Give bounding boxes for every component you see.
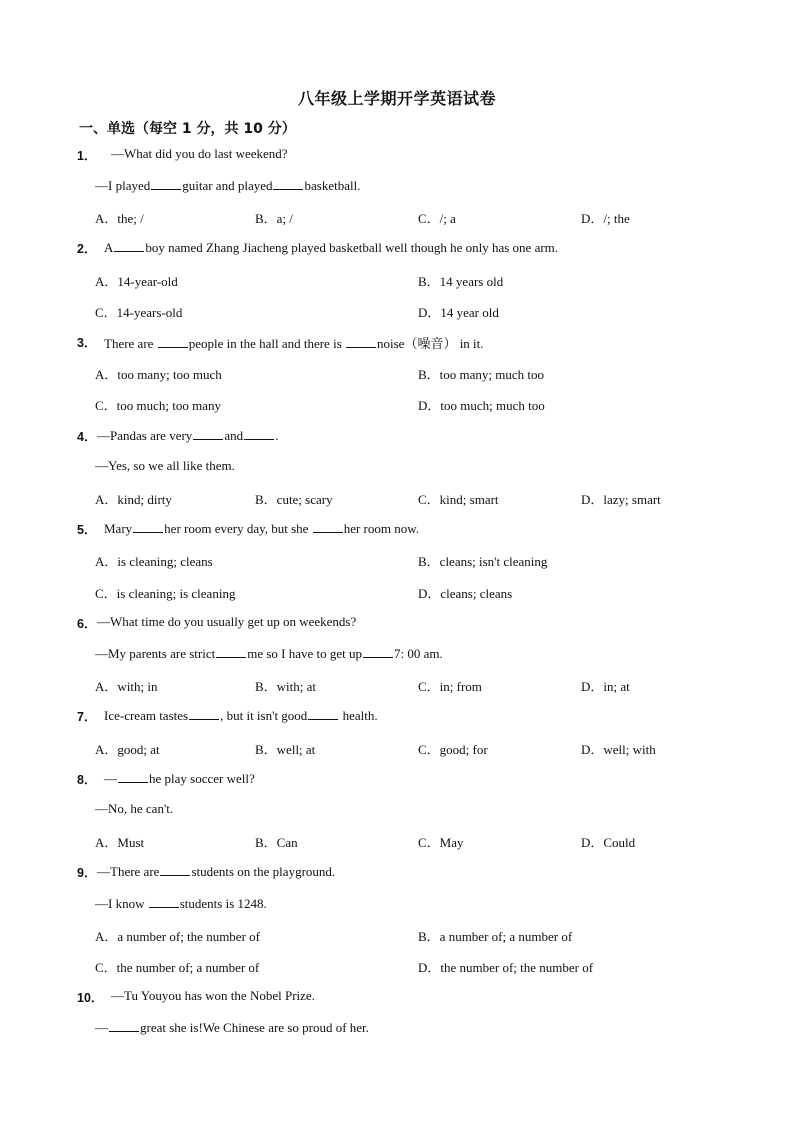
option-c[interactable]: C．May — [418, 835, 464, 850]
option-c[interactable]: C．too much; too many — [95, 398, 222, 413]
options-row — [0, 583, 794, 603]
option-d[interactable]: D．the number of; the number of — [418, 960, 594, 975]
answer-blank — [244, 427, 274, 440]
answer-blank — [216, 645, 246, 658]
option-d[interactable]: D．/; the — [581, 211, 630, 226]
question-number: 3． — [77, 336, 97, 350]
option-d[interactable]: D．Could — [581, 835, 636, 850]
answer-blank — [346, 335, 376, 348]
option-c[interactable]: C．in; from — [418, 679, 482, 694]
options-row — [0, 739, 794, 759]
option-b[interactable]: B．well; at — [255, 742, 316, 757]
option-b[interactable]: B．cleans; isn't cleaning — [418, 554, 548, 569]
options-row — [0, 832, 794, 852]
option-c[interactable]: C．is cleaning; is cleaning — [95, 586, 236, 601]
question-number: 9． — [77, 866, 97, 880]
question-1 — [0, 146, 794, 166]
question-text: Ice-cream tastes , but it isn't good health. — [104, 708, 378, 723]
option-b[interactable]: B．Can — [255, 835, 298, 850]
option-c[interactable]: C．/; a — [418, 211, 456, 226]
question-text: —Yes, so we all like them. — [95, 458, 235, 473]
option-b[interactable]: B．with; at — [255, 679, 317, 694]
option-b[interactable]: B．14 years old — [418, 274, 504, 289]
question-line — [0, 177, 794, 197]
options-row — [0, 489, 794, 509]
option-c[interactable]: C．14-years-old — [95, 305, 183, 320]
question-5 — [0, 520, 794, 540]
option-d[interactable]: D．cleans; cleans — [418, 586, 513, 601]
option-b[interactable]: B．too many; much too — [418, 367, 545, 382]
answer-blank — [151, 177, 181, 190]
question-line — [0, 1019, 794, 1039]
question-line — [0, 895, 794, 915]
question-text: —Tu Youyou has won the Nobel Prize. — [111, 988, 315, 1003]
question-text: Mary her room every day, but she her room now. — [104, 521, 420, 536]
section-heading: 一、单选（每空 1 分，共 10 分） — [79, 121, 296, 137]
question-number: 1． — [77, 149, 97, 163]
question-8 — [0, 770, 794, 790]
option-d[interactable]: D．too much; much too — [418, 398, 545, 413]
answer-blank — [273, 177, 303, 190]
option-a[interactable]: A．with; in — [95, 679, 158, 694]
answer-blank — [133, 520, 163, 533]
option-a[interactable]: A．too many; too much — [95, 367, 222, 382]
question-text: —There are students on the playground. — [97, 864, 336, 879]
question-number: 10． — [77, 991, 104, 1005]
option-a[interactable]: A．good; at — [95, 742, 160, 757]
option-b[interactable]: B．cute; scary — [255, 492, 333, 507]
question-line — [0, 645, 794, 665]
question-number: 8． — [77, 773, 97, 787]
question-line — [0, 458, 794, 478]
options-row — [0, 676, 794, 696]
question-text: —My parents are strict me so I have to get up 7: 00 am. — [95, 646, 443, 661]
options-row — [0, 302, 794, 322]
answer-blank — [308, 707, 338, 720]
question-4 — [0, 427, 794, 447]
question-number: 5． — [77, 523, 97, 537]
question-10 — [0, 988, 794, 1008]
question-text: —What did you do last weekend? — [111, 146, 288, 161]
options-row — [0, 395, 794, 415]
answer-blank — [189, 707, 219, 720]
options-row — [0, 926, 794, 946]
question-number: 6． — [77, 617, 97, 631]
answer-blank — [363, 645, 393, 658]
option-a[interactable]: A．kind; dirty — [95, 492, 172, 507]
option-c[interactable]: C．good; for — [418, 742, 488, 757]
option-d[interactable]: D．in; at — [581, 679, 630, 694]
option-d[interactable]: D．14 year old — [418, 305, 499, 320]
question-text: —What time do you usually get up on weekends? — [97, 614, 357, 629]
options-row — [0, 271, 794, 291]
option-c[interactable]: C．the number of; a number of — [95, 960, 260, 975]
answer-blank — [158, 335, 188, 348]
option-b[interactable]: B．a number of; a number of — [418, 929, 573, 944]
answer-blank — [118, 770, 148, 783]
option-a[interactable]: A．a number of; the number of — [95, 929, 260, 944]
answer-blank — [149, 895, 179, 908]
question-number: 2． — [77, 242, 97, 256]
question-2 — [0, 239, 794, 259]
option-a[interactable]: A．Must — [95, 835, 145, 850]
answer-blank — [114, 239, 144, 252]
option-a[interactable]: A．14-year-old — [95, 274, 178, 289]
options-row — [0, 551, 794, 571]
question-6 — [0, 614, 794, 634]
question-text: — great she is!We Chinese are so proud of her. — [95, 1020, 369, 1035]
answer-blank — [313, 520, 343, 533]
answer-blank — [193, 427, 223, 440]
question-number: 4． — [77, 430, 97, 444]
question-text: —No, he can't. — [95, 801, 174, 816]
options-row — [0, 364, 794, 384]
page-title: 八年级上学期开学英语试卷 — [297, 89, 496, 108]
answer-blank — [160, 863, 190, 876]
option-d[interactable]: D．lazy; smart — [581, 492, 661, 507]
answer-blank — [109, 1019, 139, 1032]
question-text: There are people in the hall and there is noise（噪音） in it. — [104, 336, 484, 351]
question-text: — he play soccer well? — [104, 771, 255, 786]
options-row — [0, 957, 794, 977]
option-c[interactable]: C．kind; smart — [418, 492, 499, 507]
question-7 — [0, 707, 794, 727]
question-3 — [0, 333, 794, 353]
option-a[interactable]: A．is cleaning; cleans — [95, 554, 213, 569]
option-b[interactable]: B．a; / — [255, 211, 293, 226]
options-row — [0, 208, 794, 228]
question-line — [0, 801, 794, 821]
question-text: A boy named Zhang Jiacheng played basketball well though he only has one arm. — [104, 240, 559, 255]
question-text: —I played guitar and played basketball. — [95, 178, 361, 193]
question-text: —Pandas are very and . — [97, 428, 279, 443]
option-d[interactable]: D．well; with — [581, 742, 656, 757]
question-number: 7． — [77, 710, 97, 724]
question-text: —I know students is 1248. — [95, 896, 267, 911]
option-a[interactable]: A．the; / — [95, 211, 144, 226]
question-9 — [0, 863, 794, 883]
